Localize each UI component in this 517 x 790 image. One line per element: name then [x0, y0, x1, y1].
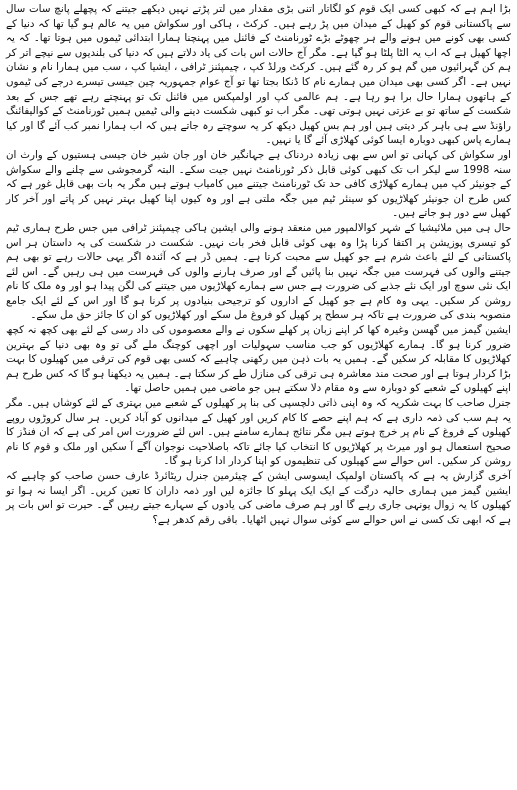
article-paragraph-6: آخری گزارش یہ ہے کہ پاکستان اولمپک ایسوسی ایشن کے چیئرمین جنرل ریٹائرڈ عارف حسن صاحب کو چاہیے کہ ایشین گیمز میں ہماری حالیہ درگت کے ایک ایک پہلو کا جائزہ لیں اور ذمہ داران کا تعین کریں۔ اگر ایسا نہ ہوا تو کھیلوں کا یہ زوال یونہی جاری رہے گا اور ہم صرف ماضی کی یادوں کے سہارے جیتے رہیں گے۔ حیرت تو اس بات پر ہے کہ ابھی تک کسی نے اس حوالے سے کوئی سوال نہیں اٹھایا۔ باقی رقم کدھر ہے؟ — [6, 470, 511, 526]
article-paragraph-4: ایشین گیمز میں گھسن وغیرہ کھا کر اپنے زبان پر کھلے سکوں نے والے معصوموں کی داد رسی کے لئے بھی کچھ نہ کچھ ضرور کرنا ہو گا۔ ہمارے کھلاڑیوں کو جب مناسب سہولیات اور اچھی کوچنگ ملے گی تو وہ بھی دنیا کے بہترین کھلاڑیوں کا مقابلہ کر سکیں گے۔ ہمیں یہ بات ذہن میں رکھنی چاہیے کہ کسی بھی قوم کی ترقی میں کھیلوں کا بہت بڑا کردار ہوتا ہے اور صحت مند معاشرہ ہی ترقی کی منازل طے کر سکتا ہے۔ ہمیں یہ دیکھنا ہو گا کہ کس طرح ہم اپنے کھیلوں کے شعبے کو دوبارہ سے وہ مقام دلا سکتے ہیں جو ماضی میں ہمیں حاصل تھا۔ — [6, 324, 511, 395]
article-paragraph-1: بڑا اہم ہے کہ کبھی کسی ایک قوم کو لگاتار اتنی بڑی مقدار میں لتر پڑتے نہیں دیکھے جیتنے کہ پچھلے پانچ سات سال سے پاکستانی قوم کو کھیل کے میدان میں پڑ رہے ہیں۔ کرکٹ ، ہاکی اور سکواش میں یہ عالم ہو گیا تھا کہ دنیا کے کسی بھی کونے میں ہونے والے ہر چھوٹے بڑے ٹورنامنٹ کے فائنل میں پہنچنا ہمارا ابتدائی ٹیموں میں ہوتا تھا۔ کہ یہ اچھا کھیل ہے کہ اب یہ الٹا پلٹا ہو گیا ہے۔ مگر آج حالات اس بات کی یاد دلاتے ہیں کہ دنیا کی بلندیوں سے نیچے اتر کر ہم کن گہرائیوں میں گم ہو کر رہ گئے ہیں۔ کرکٹ ورلڈ کپ ، چیمپئنز ٹرافی ، ایشیا کپ ، سب میں ہمارا نام و نشان نہیں ہے۔ اگر کسی بھی میدان میں ہمارے نام کا ڈنکا بجتا تھا تو آج عوام جمہوریہ چین جیسی تیسرے درجے کی ٹیموں کے ہاتھوں ہمارا حال برا ہو رہا ہے۔ ہم عالمی کپ اور اولمپکس میں فائنل تک تو پہنچتے رہے تھے جس کے بعد شکست کے ساتھ تو بے عزتی نہیں ہوتی تھی۔ مگر اب تو کبھی شکست دینے والی ٹیمیں ہمیں ٹورنامنٹ کے کوالیفائنگ راؤنڈ سے ہی باہر کر دیتی ہیں اور ہم بس کھیل دیکھ کر یہ سوچتے رہ جاتے ہیں کہ اب ہمارا نمبر کب آئے گا اور کیا ہمارے پاس کبھی دوبارہ ایسا کوئی کھلاڑی آئے گا یا نہیں۔ — [6, 3, 511, 147]
article-paragraph-2: اور سکواش کی کہانی تو اس سے بھی زیادہ دردناک ہے جہانگیر خان اور جان شیر خان جیسی ہستیوں کے وارث ان سنہ 1998 سے لیکر اب تک کبھی کوئی قابل ذکر ٹورنامنٹ نہیں جیت سکے۔ البتہ گرمجوشی سے چلنے والے سکواش کے جونیئر کپ میں ہمارے کھلاڑی کافی حد تک ٹورنامنٹ جیتنے میں کامیاب ہوتے ہیں مگر یہ بات بھی قابل غور ہے کہ کس طرح ان جونیئر کھلاڑیوں کو سینئر ٹیم میں جگہ ملتی ہے اور وہ کیوں اپنا کھیل بہتر نہیں کر پاتے اور آخر کار کھیل سے دور ہو جاتے ہیں۔ — [6, 148, 511, 220]
article-paragraph-3: حال ہی میں ملائیشیا کے شہر کوالالمپور میں منعقد ہونے والی ایشین ہاکی چیمپئنز ٹرافی میں جس طرح ہماری ٹیم کو تیسری پوزیشن پر اکتفا کرنا پڑا وہ بھی کوئی قابل فخر بات نہیں۔ شکست در شکست کی یہ داستان ہر اس پاکستانی کے لئے باعث شرم ہے جو کھیل سے محبت کرتا ہے۔ ہمیں ڈر ہے کہ آئندہ اگر یہی حالات رہے تو بھی ہم جیتنے والوں کی فہرست میں جگہ نہیں بنا پائیں گے اور صرف ہارنے والوں کی فہرست میں ہی رہیں گے۔ اس لئے ایک نئی سوچ اور ایک نئے جذبے کی ضرورت ہے جس سے ہمارے کھلاڑیوں میں جیتنے کی لگن پیدا ہو اور وہ ملک کا نام روشن کر سکیں۔ یہی وہ کام ہے جو کھیل کے اداروں کو ترجیحی بنیادوں پر کرنا ہو گا اور اس کے لئے ایک جامع منصوبہ بندی کی ضرورت ہے تاکہ ہر سطح پر کھیل کو فروغ مل سکے اور کھلاڑیوں کو ان کا جائز حق مل سکے۔ — [6, 221, 511, 322]
article-paragraph-5: جنرل صاحب کا بہت شکریہ کہ وہ اپنی ذاتی دلچسپی کی بنا پر کھیلوں کے شعبے میں بہتری کے لئے کوشاں ہیں۔ مگر یہ ہم سب کی ذمہ داری ہے کہ ہم اپنے حصے کا کام کریں اور کھیل کے میدانوں کو آباد کریں۔ ہر سال کروڑوں روپے کھیلوں کے فروغ کے نام پر خرچ ہوتے ہیں مگر نتائج ہمارے سامنے ہیں۔ اس لئے ضرورت اس امر کی ہے کہ ان فنڈز کا صحیح استعمال ہو اور میرٹ پر کھلاڑیوں کا انتخاب کیا جائے تاکہ باصلاحیت نوجوان آگے آ سکیں اور ملک و قوم کا نام روشن کر سکیں۔ اس حوالے سے کھیلوں کی تنظیموں کو اپنا کردار ادا کرنا ہو گا۔ — [6, 397, 511, 468]
